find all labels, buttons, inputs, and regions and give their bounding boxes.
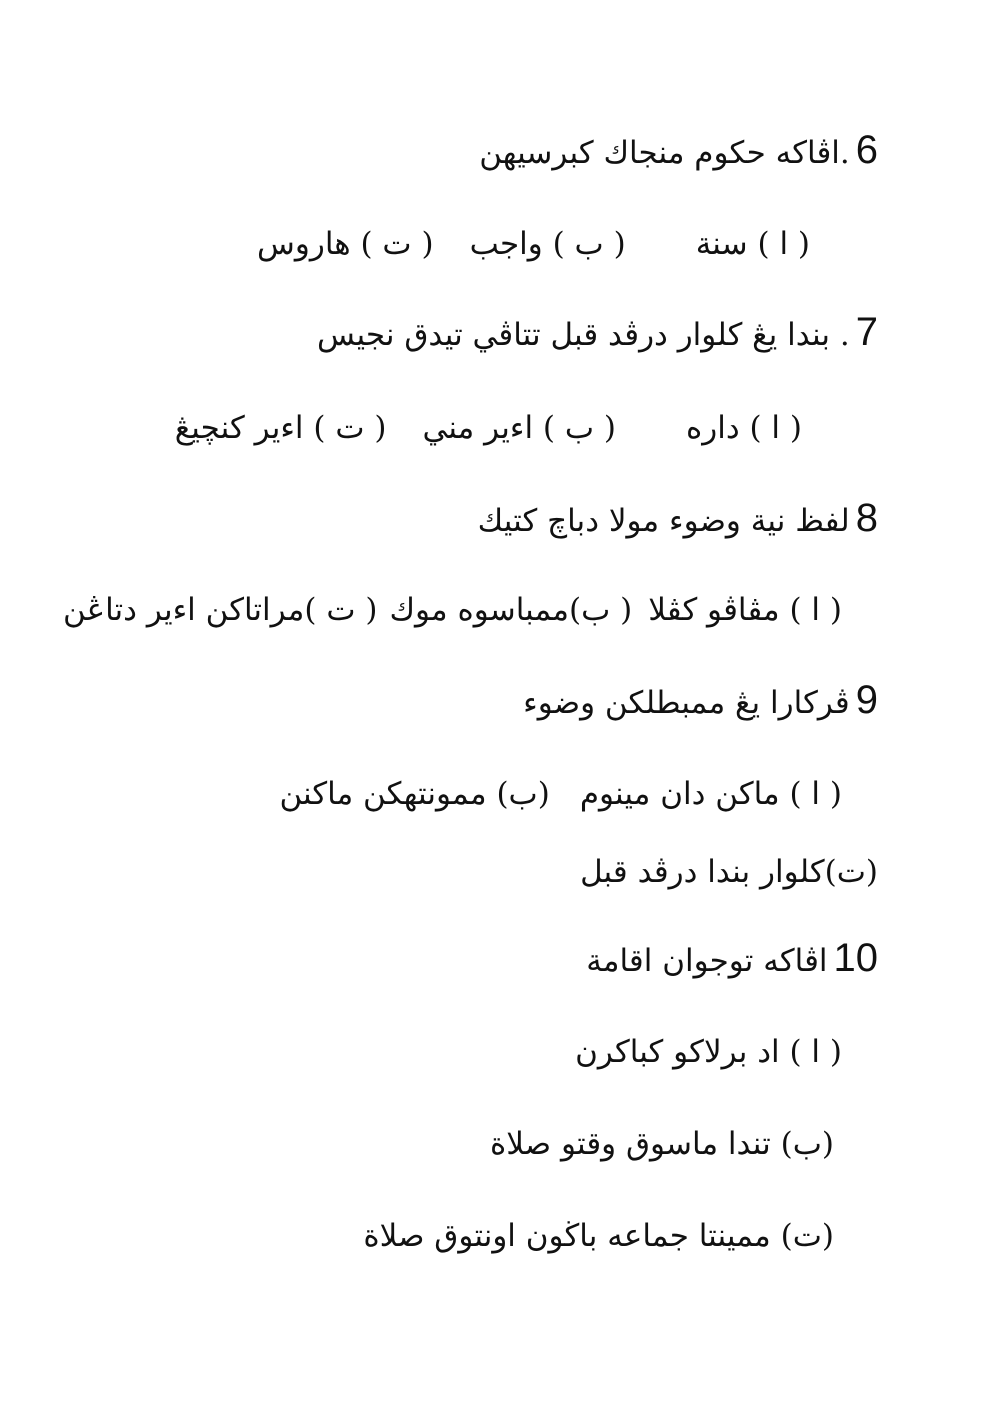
option-a[interactable]: ( ا ) اد برلاكو كباكرن: [575, 1034, 842, 1070]
option-c[interactable]: (ت) ممينتا جماعه باڬون اونتوق صلاة: [363, 1218, 834, 1254]
question-10: [586, 928, 878, 991]
question-text: لفظ نية وضوء مولا دباچ كتيك: [477, 503, 850, 539]
question-number: 8: [855, 496, 878, 540]
question-7: [317, 302, 878, 365]
question-6-options: [257, 214, 810, 274]
question-8-options: [63, 580, 842, 640]
option-c[interactable]: ( ت ) هاروس: [257, 226, 434, 262]
option-b[interactable]: ( ب ) اءير مني: [422, 410, 616, 446]
option-c[interactable]: ( ت ) اءير كنچيڠ: [174, 410, 387, 446]
question-10-option-c-row: [363, 1206, 834, 1266]
question-number: 9: [855, 678, 878, 722]
option-a[interactable]: ( ا ) مڤاڤو كڤلا: [648, 592, 842, 628]
option-a[interactable]: ( ا ) سنة: [695, 226, 810, 262]
question-10-option-b-row: [490, 1114, 834, 1174]
question-9-options: [279, 764, 842, 824]
option-c[interactable]: (ت)كلوار بندا درڤد قبل: [580, 854, 878, 890]
option-a[interactable]: ( ا ) ماكن دان مينوم: [579, 776, 842, 812]
option-b[interactable]: ( ب ) واجب: [469, 226, 626, 262]
option-b[interactable]: ( ب)ممباسوه موك: [389, 592, 633, 628]
question-number: 6: [855, 128, 878, 172]
question-text: ڤركارا يڠ ممبطلكن وضوء: [523, 685, 850, 721]
question-6: [479, 120, 878, 183]
option-c[interactable]: ( ت )مراتاكن اءير دتاڠن: [63, 592, 378, 628]
option-a[interactable]: ( ا ) داره: [686, 410, 802, 446]
question-text: اڤاكه توجوان اقامة: [586, 943, 828, 979]
question-text: . بندا يڠ كلوار درڤد قبل تتاڤي تيدق نجيس: [317, 317, 850, 353]
question-number: 10: [833, 936, 878, 980]
question-number: 7: [855, 310, 878, 354]
question-10-option-a-row: [575, 1022, 842, 1082]
question-9: [523, 670, 878, 733]
option-b[interactable]: (ب) تندا ماسوق وقتو صلاة: [490, 1126, 834, 1162]
option-b[interactable]: (ب) ممونتهكن ماكنن: [279, 776, 550, 812]
question-8: [478, 488, 878, 551]
question-7-options: [175, 398, 802, 458]
question-text: .اڤاكه حكوم منجاك كبرسيهن: [479, 135, 850, 171]
question-9-option-c-row: [580, 842, 878, 902]
